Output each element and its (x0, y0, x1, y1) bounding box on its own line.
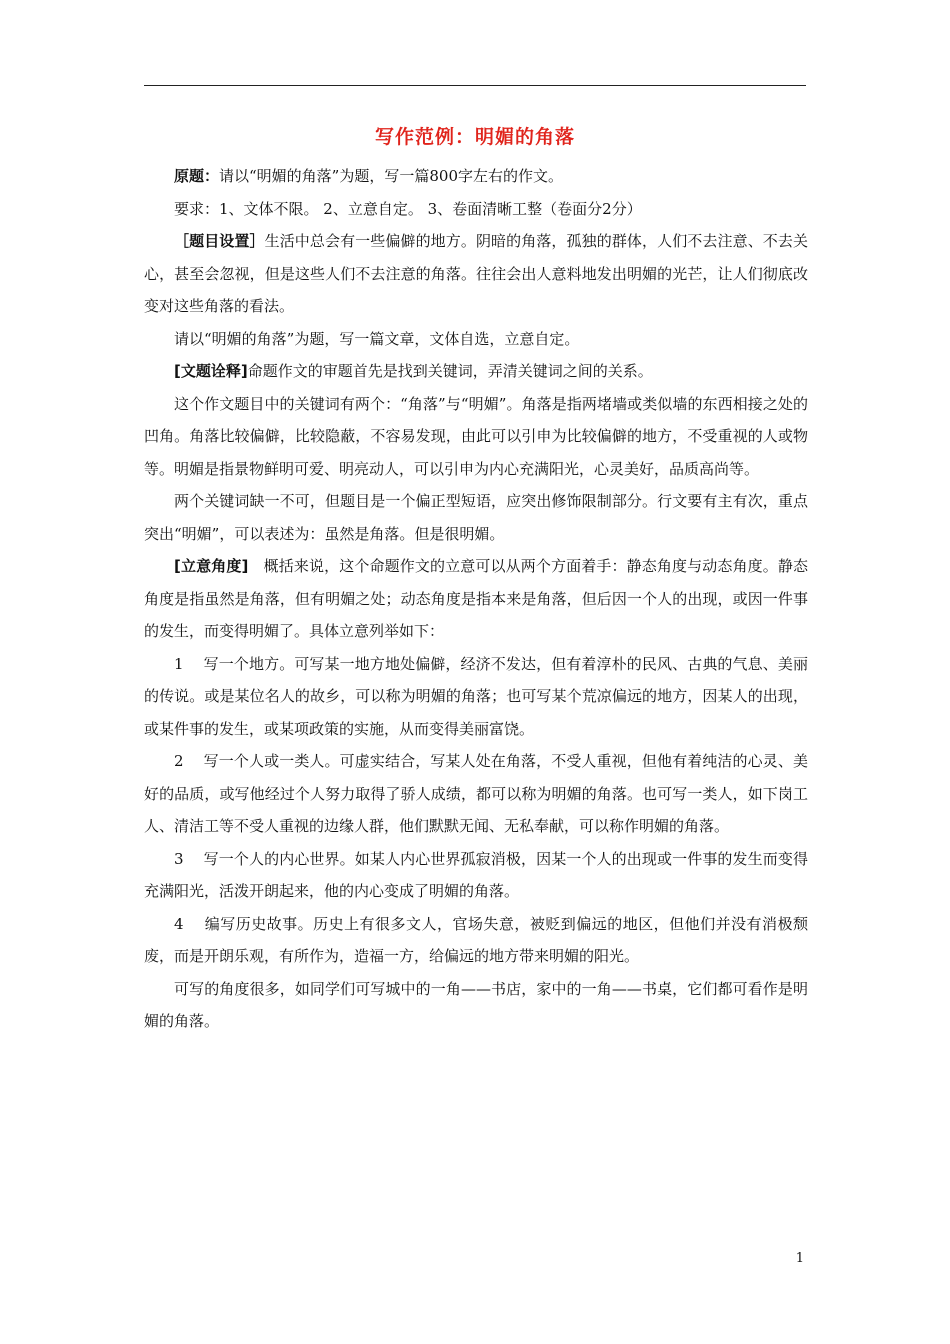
topic-setting-paragraph: ［题目设置］生活中总会有一些偏僻的地方。阴暗的角落，孤独的群体，人们不去注意、不去关心，甚至会忽视，但是这些人们不去注意的角落。往往会出人意料地发出明媚的光芒，让人们彻底改变对这些角落的看法。 (144, 232, 808, 315)
list-item: 2 写一个人或一类人。可虚实结合，写某人处在角落，不受人重视，但他有着纯洁的心灵、美好的品质，或写他经过个人努力取得了骄人成绩，都可以称为明媚的角落。也可写一类人，如下岗工人、清洁工等不受人重视的边缘人群，他们默默无闻、无私奉献，可以称作明媚的角落。 (144, 752, 808, 835)
original-prompt-label: 原题： (174, 167, 220, 185)
interpretation-paragraph: [文题诠释]命题作文的审题首先是找到关键词，弄清关键词之间的关系。 (174, 362, 653, 380)
original-prompt-paragraph: 原题：请以“明媚的角落”为题，写一篇800字左右的作文。 (174, 167, 563, 185)
document-body (144, 160, 808, 1038)
list-item: 3 写一个人的内心世界。如某人内心世界孤寂消极，因某一个人的出现或一件事的发生而变得充满阳光，活泼开朗起来，他的内心变成了明媚的角落。 (144, 849, 808, 900)
topic-setting-label: ［题目设置］ (174, 232, 265, 250)
angle-label: [立意角度] (174, 557, 249, 575)
closing-paragraph: 可写的角度很多，如同学们可写城中的一角——书店，家中的一角——书桌，它们都可看作是明媚的角落。 (144, 979, 808, 1030)
both-keywords-paragraph: 两个关键词缺一不可，但题目是一个偏正型短语，应突出修饰限制部分。行文要有主有次，重点突出“明媚”，可以表述为：虽然是角落。但是很明媚。 (144, 492, 808, 543)
page-number: 1 (795, 1251, 804, 1266)
angle-paragraph: [立意角度] 概括来说，这个命题作文的立意可以从两个方面着手：静态角度与动态角度。静态角度是指虽然是角落，但有明媚之处；动态角度是指本来是角落，但后因一个人的出现，或因一件事的发生，而变得明媚了。具体立意列举如下： (144, 557, 808, 640)
list-item: 1 写一个地方。可写某一地方地处偏僻，经济不发达，但有着淳朴的民风、古典的气息、美丽的传说。或是某位名人的故乡，可以称为明媚的角落；也可写某个荒凉偏远的地方，因某人的出现，或某件事的发生，或某项政策的实施，从而变得美丽富饶。 (144, 654, 808, 738)
prompt-paragraph: 请以“明媚的角落”为题，写一篇文章，文体自选，立意自定。 (174, 329, 580, 348)
list-item: 4 编写历史故事。历史上有很多文人，官场失意，被贬到偏远的地区，但他们并没有消极颓废，而是开朗乐观，有所作为，造福一方，给偏远的地方带来明媚的阳光。 (144, 914, 808, 965)
requirements-paragraph: 要求：1、文体不限。 2、立意自定。 3、卷面清晰工整（卷面分2分） (174, 199, 642, 218)
keywords-paragraph: 这个作文题目中的关键词有两个：“角落”与“明媚”。角落是指两堵墙或类似墙的东西相接之处的凹角。角落比较偏僻，比较隐蔽，不容易发现，由此可以引申为比较偏僻的地方，不受重视的人或物等。明媚是指景物鲜明可爱、明亮动人，可以引申为内心充满阳光，心灵美好，品质高尚等。 (144, 394, 808, 478)
interpretation-label: [文题诠释] (174, 362, 248, 380)
document-title: 写作范例：明媚的角落 (374, 126, 575, 148)
header-rule (144, 85, 806, 86)
